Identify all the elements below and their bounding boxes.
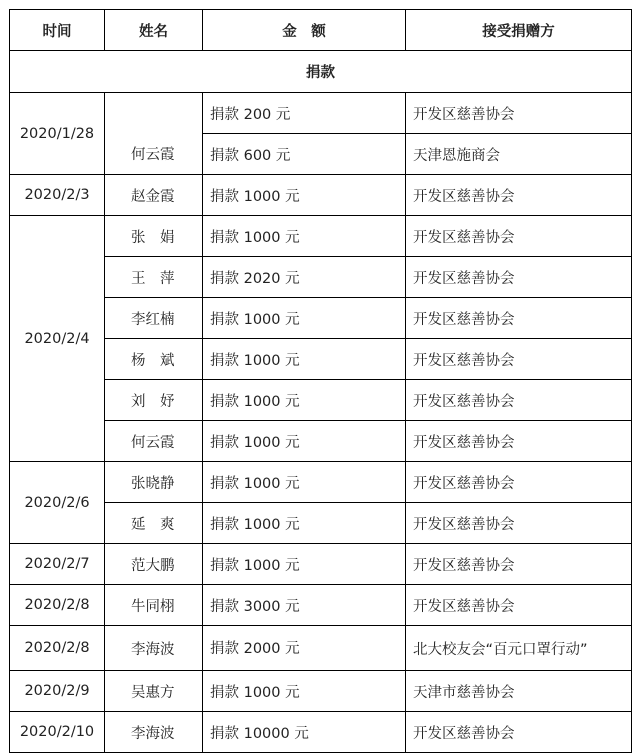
amount-cell: 捐款 2000 元 xyxy=(203,626,406,671)
date-cell: 2020/2/9 xyxy=(10,671,105,712)
recipient-cell: 北大校友会“百元口罩行动” xyxy=(406,626,632,671)
recipient-cell: 开发区慈善协会 xyxy=(406,544,632,585)
header-name: 姓名 xyxy=(105,10,203,51)
header-amount: 金 额 xyxy=(203,10,406,51)
name-cell: 张 娟 xyxy=(105,216,203,257)
recipient-cell: 开发区慈善协会 xyxy=(406,585,632,626)
name-cell: 何云霞 xyxy=(105,93,203,175)
table-row xyxy=(10,544,632,585)
name-cell: 延 爽 xyxy=(105,503,203,544)
header-row xyxy=(10,10,632,51)
name-cell: 何云霞 xyxy=(105,421,203,462)
amount-cell: 捐款 1000 元 xyxy=(203,503,406,544)
amount-cell: 捐款 1000 元 xyxy=(203,671,406,712)
header-date: 时间 xyxy=(10,10,105,51)
amount-cell: 捐款 1000 元 xyxy=(203,298,406,339)
amount-cell: 捐款 2020 元 xyxy=(203,257,406,298)
name-cell: 刘 妤 xyxy=(105,380,203,421)
amount-cell: 捐款 1000 元 xyxy=(203,380,406,421)
amount-cell: 捐款 200 元 xyxy=(203,93,406,134)
date-cell: 2020/1/28 xyxy=(10,93,105,175)
amount-cell: 捐款 10000 元 xyxy=(203,712,406,753)
recipient-cell: 开发区慈善协会 xyxy=(406,503,632,544)
table-row xyxy=(10,216,632,257)
amount-cell: 捐款 1000 元 xyxy=(203,175,406,216)
name-cell: 杨 斌 xyxy=(105,339,203,380)
amount-cell: 捐款 1000 元 xyxy=(203,462,406,503)
recipient-cell: 天津市慈善协会 xyxy=(406,671,632,712)
amount-cell: 捐款 3000 元 xyxy=(203,585,406,626)
name-cell: 王 萍 xyxy=(105,257,203,298)
header-recipient: 接受捐赠方 xyxy=(406,10,632,51)
recipient-cell: 天津恩施商会 xyxy=(406,134,632,175)
amount-cell: 捐款 1000 元 xyxy=(203,216,406,257)
recipient-cell: 开发区慈善协会 xyxy=(406,462,632,503)
section-title: 捐款 xyxy=(10,51,632,93)
recipient-cell: 开发区慈善协会 xyxy=(406,339,632,380)
date-cell: 2020/2/7 xyxy=(10,544,105,585)
amount-cell: 捐款 600 元 xyxy=(203,134,406,175)
name-cell: 张晓静 xyxy=(105,462,203,503)
amount-cell: 捐款 1000 元 xyxy=(203,421,406,462)
recipient-cell: 开发区慈善协会 xyxy=(406,216,632,257)
recipient-cell: 开发区慈善协会 xyxy=(406,712,632,753)
recipient-cell: 开发区慈善协会 xyxy=(406,380,632,421)
amount-cell: 捐款 1000 元 xyxy=(203,339,406,380)
recipient-cell: 开发区慈善协会 xyxy=(406,175,632,216)
date-cell: 2020/2/6 xyxy=(10,462,105,544)
name-cell: 范大鹏 xyxy=(105,544,203,585)
date-cell: 2020/2/3 xyxy=(10,175,105,216)
recipient-cell: 开发区慈善协会 xyxy=(406,93,632,134)
section-row xyxy=(10,51,632,93)
name-cell: 牛同栩 xyxy=(105,585,203,626)
table-row xyxy=(10,671,632,712)
recipient-cell: 开发区慈善协会 xyxy=(406,257,632,298)
table-row xyxy=(10,712,632,753)
table-row xyxy=(10,462,632,503)
name-cell: 吴惠方 xyxy=(105,671,203,712)
table-row xyxy=(10,626,632,671)
amount-cell: 捐款 1000 元 xyxy=(203,544,406,585)
recipient-cell: 开发区慈善协会 xyxy=(406,298,632,339)
name-cell: 赵金霞 xyxy=(105,175,203,216)
name-cell: 李海波 xyxy=(105,626,203,671)
name-cell: 李红楠 xyxy=(105,298,203,339)
date-cell: 2020/2/10 xyxy=(10,712,105,753)
date-cell: 2020/2/8 xyxy=(10,585,105,626)
table-row xyxy=(10,175,632,216)
name-cell: 李海波 xyxy=(105,712,203,753)
table-row xyxy=(10,93,632,134)
donation-table xyxy=(9,9,632,753)
date-cell: 2020/2/4 xyxy=(10,216,105,462)
date-cell: 2020/2/8 xyxy=(10,626,105,671)
recipient-cell: 开发区慈善协会 xyxy=(406,421,632,462)
table-row xyxy=(10,585,632,626)
